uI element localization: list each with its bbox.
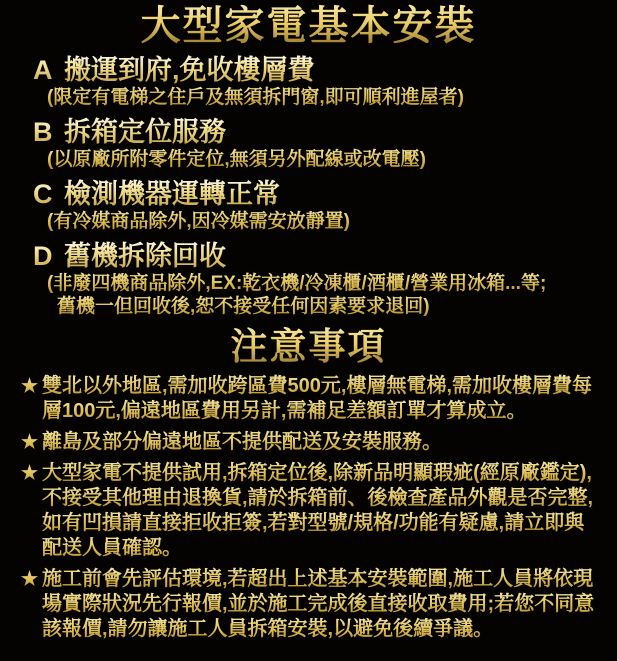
note-item — [21, 461, 599, 561]
star-bullet-icon: ★ — [21, 461, 42, 486]
note-text: 施工前會先評估環境,若超出上述基本安裝範圍,施工人員將依現場實際狀況先行報價,並於施工完成後直接收取費用;若您不同意該報價,請勿讓施工人員拆箱安裝,以避免後續爭議。 — [42, 567, 599, 642]
star-bullet-icon: ★ — [21, 567, 42, 592]
item-detail: (非廢四機商品除外,EX:乾衣機/冷凍櫃/酒櫃/營業用冰箱...等; — [47, 272, 587, 295]
list-item — [0, 178, 617, 233]
item-heading-row — [33, 178, 617, 210]
item-heading: 檢測機器運轉正常 — [64, 179, 280, 209]
note-item — [21, 567, 599, 642]
item-detail: (限定有電梯之住戶及無須拆門窗,即可順利進屋者) — [47, 86, 587, 109]
note-text: 雙北以外地區,需加收跨區費500元,樓層無電梯,需加收樓層費每層100元,偏遠地區費用另計,需補足差額訂單才算成立。 — [42, 374, 599, 424]
item-detail: 舊機一但回收後,恕不接受任何因素要求退回) — [57, 295, 597, 318]
note-text: 大型家電不提供試用,拆箱定位後,除新品明顯瑕疵(經原廠鑑定),不接受其他理由退換貨,請於拆箱前、後檢查產品外觀是否完整,如有凹損請直接拒收拒簽,若對型號/規格/功能有疑慮,請立即與配送人員確認。 — [42, 461, 599, 561]
item-letter: C — [33, 178, 57, 210]
notes-list — [0, 374, 617, 642]
services-list — [0, 54, 617, 318]
note-item — [21, 430, 599, 455]
item-heading: 拆箱定位服務 — [64, 117, 226, 147]
star-bullet-icon: ★ — [21, 374, 42, 399]
item-letter: D — [33, 240, 57, 272]
item-heading: 舊機拆除回收 — [64, 241, 226, 271]
item-heading: 搬運到府,免收樓層費 — [64, 55, 315, 85]
list-item — [0, 240, 617, 318]
item-letter: B — [33, 116, 57, 148]
page-title: 大型家電基本安裝 — [0, 4, 617, 48]
note-text: 離島及部分偏遠地區不提供配送及安裝服務。 — [42, 430, 599, 455]
list-item — [0, 116, 617, 171]
item-heading-row — [33, 116, 617, 148]
item-letter: A — [33, 54, 57, 86]
item-detail: (有冷媒商品除外,因冷媒需安放靜置) — [47, 210, 587, 233]
star-bullet-icon: ★ — [21, 430, 42, 455]
item-heading-row — [33, 54, 617, 86]
list-item — [0, 54, 617, 109]
notes-title: 注意事項 — [0, 326, 617, 368]
item-heading-row — [33, 240, 617, 272]
note-item — [21, 374, 599, 424]
item-detail: (以原廠所附零件定位,無須另外配線或改電壓) — [47, 148, 587, 171]
